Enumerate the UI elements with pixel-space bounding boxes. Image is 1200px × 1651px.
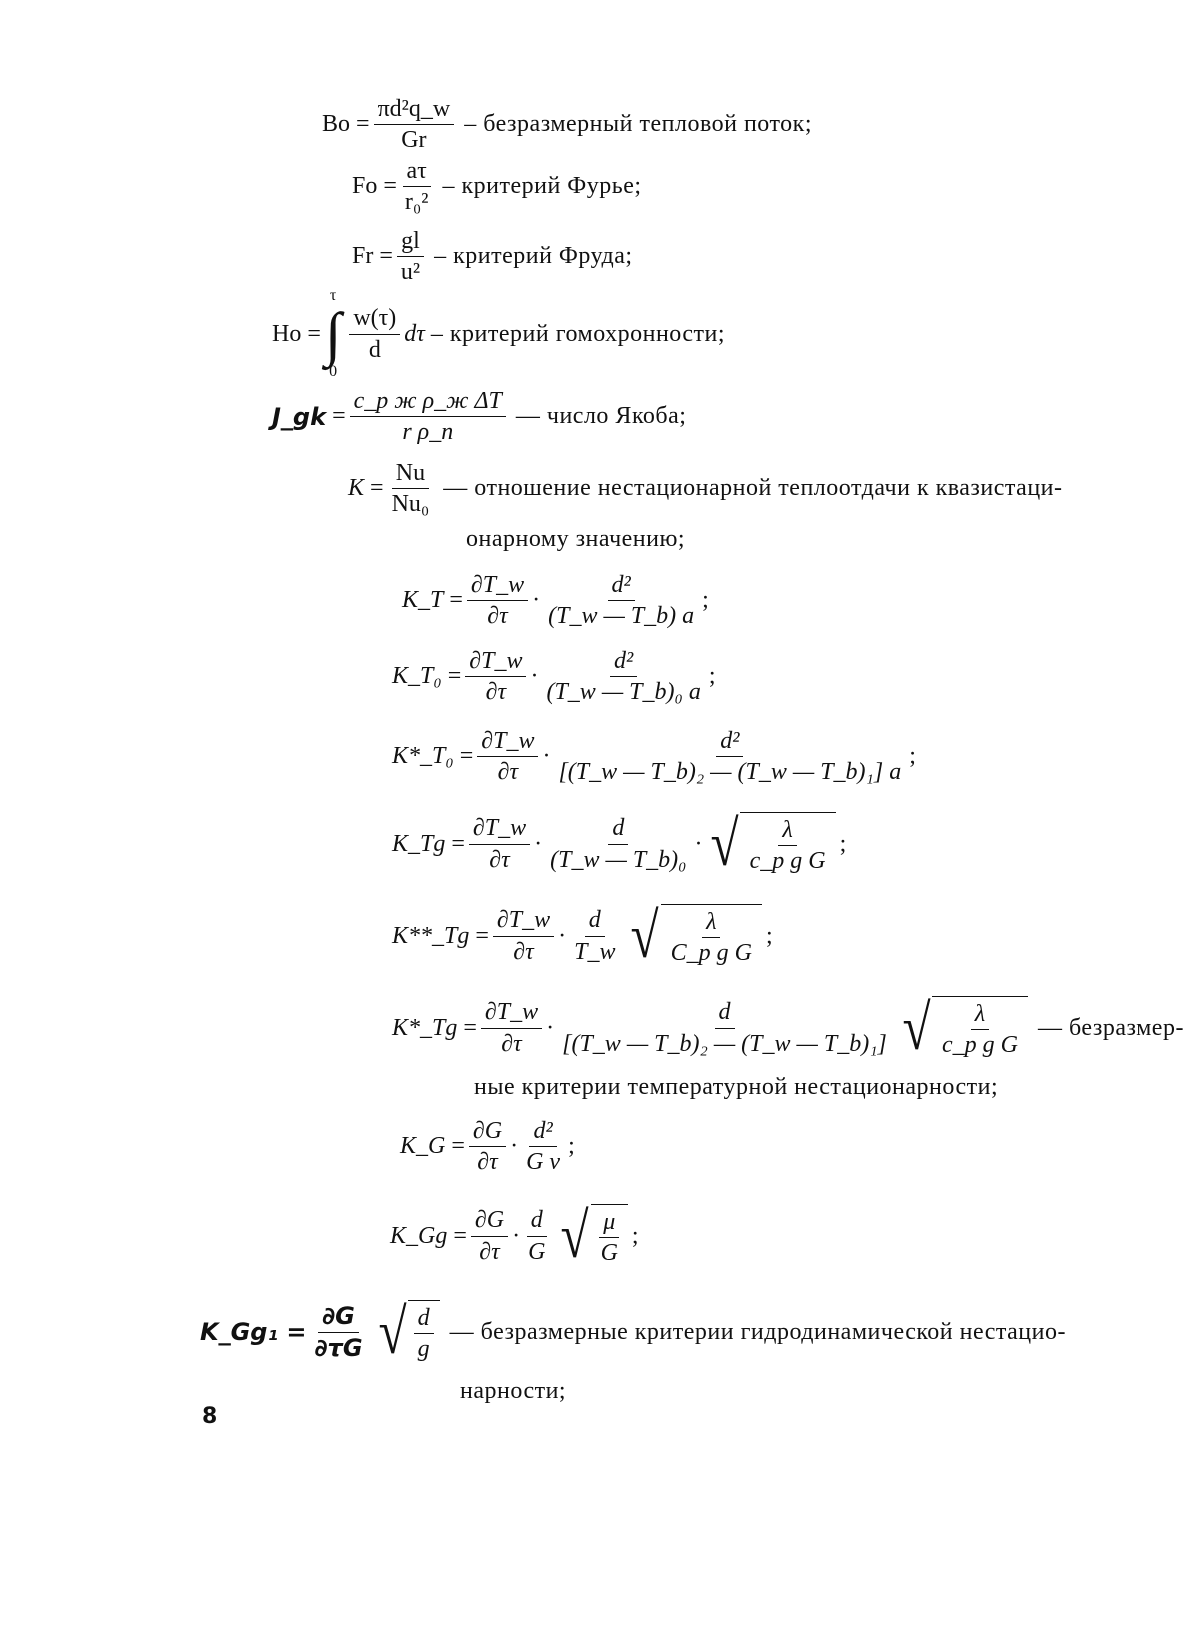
formula-ho: Ho = τ ∫ 0 $\frac{w(\tau)}{d}$ dτ – критерий гомохронности; xyxy=(272,287,726,380)
denominator: [(T_w — T_b)₂ — (T_w — T_b)₁] a xyxy=(558,759,902,786)
denominator: u² xyxy=(400,259,421,286)
fraction xyxy=(667,909,756,967)
formula-ktg-star-continuation: ные критерии температурной нестационарности; xyxy=(474,1074,999,1100)
punctuation: ; xyxy=(765,922,773,949)
denominator: r₀² xyxy=(404,189,429,216)
fraction xyxy=(469,1118,506,1176)
square-root: √ $\frac{\mu}{G}$ xyxy=(557,1204,627,1268)
punctuation: ; xyxy=(631,1222,639,1249)
numerator: ∂G xyxy=(469,1118,506,1147)
formula-lhs: K_Gg₁ xyxy=(200,1318,278,1346)
formula-description: – критерий гомохронности; xyxy=(430,320,726,347)
numerator: d² xyxy=(529,1118,556,1147)
square-root: √ $\frac{\lambda}{\text{c\_p g G}}$ xyxy=(899,996,1028,1060)
punctuation: ; xyxy=(708,663,716,690)
formula-bo: Bo = $\frac{\text{πd²q\_w}}{Gr}$ – безразмерный тепловой поток; xyxy=(322,96,812,154)
denominator: (T_w — T_b) a xyxy=(548,603,695,630)
denominator: G xyxy=(600,1240,618,1266)
numerator: c_p ж ρ_ж ΔT xyxy=(350,388,506,417)
numerator: ∂T_w xyxy=(477,728,538,757)
fraction xyxy=(469,815,530,873)
denominator: (T_w — T_b)₀ xyxy=(550,846,687,873)
formula-description: — безразмер- xyxy=(1038,1014,1184,1041)
denominator: ∂τ xyxy=(487,603,508,630)
fraction xyxy=(542,648,704,706)
formula-k: K = $\frac{Nu}{\text{Nu₀}}$ — отношение нестационарной теплоотдачи к квазистаци- xyxy=(348,460,1063,518)
fraction xyxy=(349,305,400,363)
fraction xyxy=(414,1305,434,1363)
formula-ktg-star: K*_Tg = $\frac{\partial T\_w}{\partial\tau}$ · $\frac{d}{\text{[(T\_w — T\_b)₂ — (T\_w — T\_b)₁]}}$ √ $\frac{\lambda}{\text{c\_p g G}}$ — безразмер- xyxy=(392,992,1184,1063)
fraction xyxy=(546,815,690,873)
formula-kgg1-continuation: нарности; xyxy=(460,1378,567,1404)
square-root: √ $\frac{\lambda}{\text{C\_p g G}}$ xyxy=(627,904,761,968)
fraction xyxy=(570,907,619,965)
denominator: ∂τ xyxy=(479,1238,500,1265)
formula-lhs: Fo xyxy=(352,173,378,200)
numerator: gl xyxy=(397,228,424,257)
denominator: G xyxy=(528,1238,546,1265)
denominator: (T_w — T_b)₀ a xyxy=(546,679,701,706)
integral-lower-limit: 0 xyxy=(329,363,338,380)
fraction xyxy=(401,158,433,216)
denominator: r ρ_п xyxy=(402,419,454,446)
denominator: ∂τG xyxy=(314,1333,363,1362)
formula-kgg: K_Gg = $\frac{\partial G}{\partial\tau}$ · $\frac{d}{G}$ √ $\frac{\mu}{G}$ ; xyxy=(390,1200,639,1271)
fraction xyxy=(374,96,455,154)
denominator: c_p g G xyxy=(942,1032,1018,1058)
numerator: d² xyxy=(610,648,637,677)
formula-k-continuation: онарному значению; xyxy=(466,526,686,552)
fraction xyxy=(544,572,698,630)
denominator: G ν xyxy=(526,1149,561,1176)
numerator: aτ xyxy=(403,158,431,187)
numerator: d xyxy=(608,815,628,844)
formula-kt0-star: K*_T₀ = $\frac{\partial T\_w}{\partial\tau}$ · $\frac{\text{d²}}{\text{[(T\_w — T\_b)₂ — (T\_w — T\_b)₁] a}}$ ; xyxy=(392,728,916,786)
denominator: g xyxy=(417,1336,430,1362)
formula-lhs: Bo xyxy=(322,111,351,138)
denominator: Gr xyxy=(401,127,427,154)
formula-description: — число Якоба; xyxy=(515,403,687,430)
formula-lhs: K*_Tg xyxy=(392,1014,458,1041)
numerator: ∂G xyxy=(471,1207,508,1236)
formula-lhs: K xyxy=(348,475,365,502)
denominator: [(T_w — T_b)₂ — (T_w — T_b)₁] xyxy=(562,1030,887,1057)
numerator: d xyxy=(527,1207,547,1236)
fraction xyxy=(554,728,905,786)
denominator: ∂τ xyxy=(485,679,507,706)
fraction xyxy=(522,1118,564,1176)
formula-kt0: K_T₀ = $\frac{\partial T\_w}{\partial\tau}$ · $\frac{\text{d²}}{\text{(T\_w — T\_b)₀ a}}$ ; xyxy=(392,648,716,706)
formula-lhs: J_gk xyxy=(272,402,327,431)
numerator: ∂T_w xyxy=(465,648,526,677)
square-root: √ $\frac{\lambda}{\text{c\_p g G}}$ xyxy=(707,812,836,876)
fraction xyxy=(310,1303,366,1361)
page-number: 8 xyxy=(202,1404,218,1429)
formula-description: — безразмерные критерии гидродинамической нестацио- xyxy=(449,1318,1066,1345)
differential: dτ xyxy=(404,320,425,347)
numerator: d² xyxy=(716,728,743,757)
denominator: Nu₀ xyxy=(391,491,430,518)
denominator: T_w xyxy=(574,938,616,965)
formula-lhs: K_Gg xyxy=(390,1222,448,1249)
numerator: d xyxy=(414,1305,434,1334)
formula-lhs: Ho xyxy=(272,320,302,347)
numerator: d² xyxy=(608,572,635,601)
denominator: ∂τ xyxy=(489,846,510,873)
numerator: ∂G xyxy=(318,1303,359,1332)
integral-sign: τ ∫ 0 xyxy=(324,287,342,380)
formula-description: — отношение нестационарной теплоотдачи к квазистаци- xyxy=(443,475,1063,502)
formula-kt: K_T = $\frac{\partial T\_w}{\partial\tau}$ · $\frac{\text{d²}}{(T\_w — T\_b) a}$ ; xyxy=(402,572,709,630)
formula-kgg1: K_Gg₁ = $\frac{\partial G}{\partial\tau G}$ √ $\frac{d}{g}$ — безразмерные критерии гидродинамической нестацио- xyxy=(200,1296,1066,1367)
fraction xyxy=(746,817,830,875)
denominator: ∂τ xyxy=(513,938,534,965)
punctuation: ; xyxy=(568,1133,575,1160)
formula-lhs: K_T xyxy=(402,587,444,614)
denominator: ∂τ xyxy=(497,759,519,786)
fraction xyxy=(388,460,434,518)
fraction xyxy=(350,388,506,446)
fraction xyxy=(597,1209,622,1267)
formula-lhs: Fr xyxy=(352,243,374,270)
fraction xyxy=(477,728,538,786)
formula-fr: Fr = $\frac{gl}{\text{u²}}$ – критерий Фруда; xyxy=(352,228,633,286)
fraction xyxy=(465,648,526,706)
denominator: d xyxy=(368,336,381,363)
formula-ktg-double-star: K**_Tg = $\frac{\partial T\_w}{\partial\tau}$ · $\frac{d}{T\_w}$ √ $\frac{\lambda}{\text{C\_p g G}}$ ; xyxy=(392,900,773,971)
numerator: λ xyxy=(778,817,796,846)
formula-lhs: K**_Tg xyxy=(392,922,470,949)
fraction xyxy=(938,1001,1022,1059)
square-root: √ $\frac{d}{g}$ xyxy=(375,1300,440,1364)
numerator: ∂T_w xyxy=(467,572,528,601)
fraction xyxy=(481,999,542,1057)
denominator: C_p g G xyxy=(670,940,752,966)
formula-kg: K_G = $\frac{\partial G}{\partial\tau}$ · $\frac{\text{d²}}{\text{G ν}}$ ; xyxy=(400,1118,575,1176)
punctuation: ; xyxy=(702,587,709,614)
numerator: d xyxy=(715,999,735,1028)
denominator: ∂τ xyxy=(477,1149,498,1176)
fraction xyxy=(471,1207,508,1265)
denominator: ∂τ xyxy=(501,1030,522,1057)
numerator: πd²q_w xyxy=(374,96,455,125)
formula-lhs: K_T₀ xyxy=(392,663,442,690)
numerator: w(τ) xyxy=(349,305,400,334)
formula-description: – критерий Фурье; xyxy=(442,173,642,200)
denominator: c_p g G xyxy=(749,848,826,874)
formula-fo: Fo = $\frac{a\tau}{\text{r₀²}}$ – критерий Фурье; xyxy=(352,158,642,216)
numerator: ∂T_w xyxy=(481,999,542,1028)
numerator: d xyxy=(585,907,605,936)
formula-description: – критерий Фруда; xyxy=(434,243,633,270)
numerator: Nu xyxy=(392,460,429,489)
formula-lhs: K_G xyxy=(400,1133,446,1160)
fraction xyxy=(397,228,424,286)
fraction xyxy=(493,907,554,965)
numerator: λ xyxy=(971,1001,989,1030)
numerator: ∂T_w xyxy=(469,815,530,844)
fraction xyxy=(524,1207,549,1265)
formula-jgk: J_gk = $\frac{\text{c\_p ж ρ\_ж ΔT}}{\text{r ρ\_п}}$ — число Якоба; xyxy=(272,388,687,446)
formula-ktg: K_Tg = $\frac{\partial T\_w}{\partial\tau}$ · $\frac{d}{\text{(T\_w — T\_b)₀}}$ · √ $\frac{\lambda}{\text{c\_p g G}}$ ; xyxy=(392,808,847,879)
numerator: ∂T_w xyxy=(493,907,554,936)
formula-lhs: K_Tg xyxy=(392,830,446,857)
integral-upper-limit: τ xyxy=(329,287,337,304)
fraction xyxy=(467,572,528,630)
fraction xyxy=(558,999,891,1057)
punctuation: ; xyxy=(909,743,916,770)
punctuation: ; xyxy=(839,830,847,857)
numerator: μ xyxy=(599,1209,619,1238)
formula-description: – безразмерный тепловой поток; xyxy=(464,111,812,138)
numerator: λ xyxy=(702,909,720,938)
formula-lhs: K*_T₀ xyxy=(392,743,454,770)
